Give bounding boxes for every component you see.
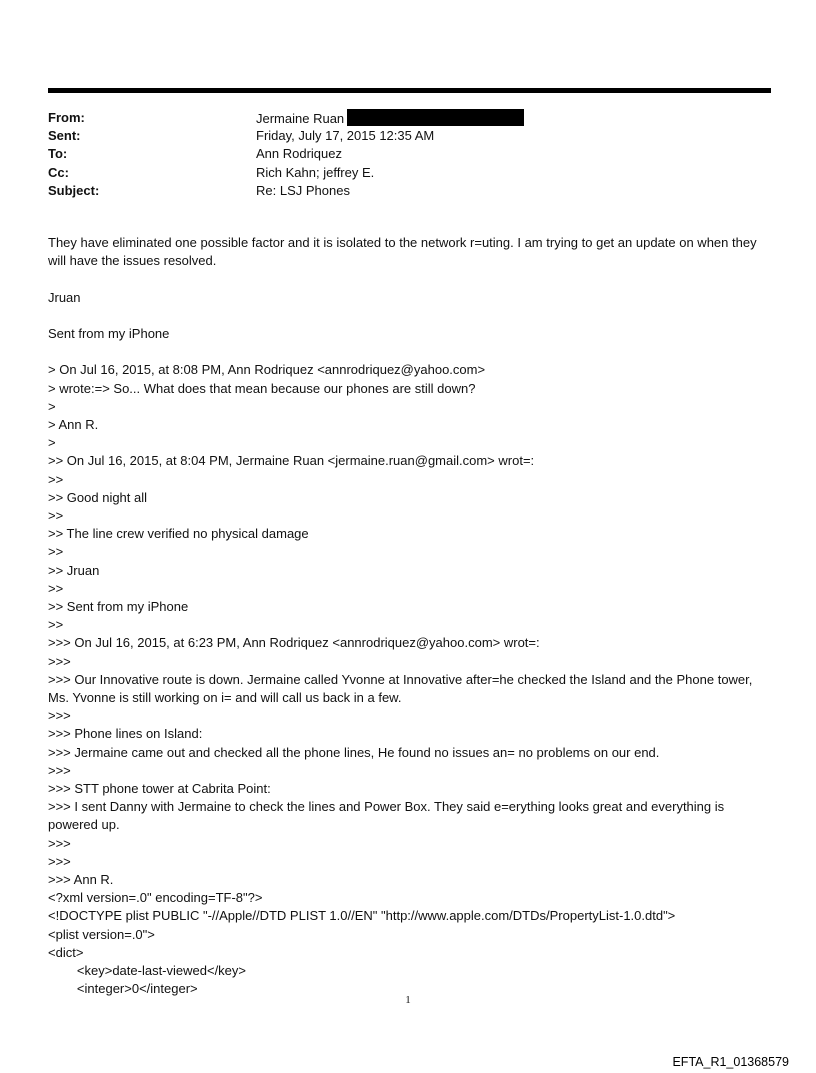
- quoted-line: <!DOCTYPE plist PUBLIC "-//Apple//DTD PLIST 1.0//EN" "http://www.apple.com/DTDs/PropertyList-1.0.dtd">: [48, 908, 676, 924]
- email-header: [48, 109, 748, 200]
- quoted-line: >>> Phone lines on Island:: [48, 726, 203, 742]
- quoted-line: >>> Our Innovative route is down. Jermaine called Yvonne at Innovative after=he checked the Island and the Phone tower, Ms. Yvonne is still working on i= and will call us back in a few.: [48, 671, 757, 706]
- cc-value: Rich Kahn; jeffrey E.: [256, 164, 375, 180]
- quoted-line: >> Sent from my iPhone: [48, 599, 189, 615]
- quoted-line: <key>date-last-viewed</key>: [48, 963, 247, 979]
- cc-label: Cc:: [48, 164, 69, 180]
- quoted-line: >>: [48, 471, 64, 487]
- quoted-line: <?xml version=.0" encoding=TF-8"?>: [48, 890, 263, 906]
- quoted-line: > Ann R.: [48, 416, 99, 432]
- spacer: [48, 270, 773, 288]
- quoted-line: > wrote:=> So... What does that mean because our phones are still down?: [48, 380, 476, 396]
- quoted-line: <dict>: [48, 944, 84, 960]
- subject-label: Subject:: [48, 182, 100, 198]
- quoted-line: >: [48, 435, 56, 451]
- email-body: [48, 234, 773, 998]
- from-label: From:: [48, 110, 85, 125]
- quoted-line: >>>: [48, 653, 71, 669]
- sent-from-line: Sent from my iPhone: [48, 325, 170, 341]
- cc-row: [48, 164, 748, 182]
- sent-value: Friday, July 17, 2015 12:35 AM: [256, 128, 435, 144]
- sent-row: [48, 127, 748, 145]
- signoff: Jruan: [48, 289, 81, 305]
- quoted-thread: [48, 361, 773, 998]
- quoted-line: >>: [48, 617, 64, 633]
- from-row: [48, 109, 748, 127]
- page-number: 1: [405, 994, 411, 1006]
- quoted-line: >>: [48, 580, 64, 596]
- quoted-line: >: [48, 398, 56, 414]
- from-value: [256, 109, 748, 127]
- quoted-line: <plist version=.0">: [48, 926, 155, 942]
- quoted-line: >>: [48, 508, 64, 523]
- quoted-line: >>>: [48, 835, 71, 851]
- body-paragraph: They have eliminated one possible factor and it is isolated to the network r=uting. I am trying to get an update on when they will have the issues resolved.: [48, 235, 761, 269]
- quoted-line: >> Jruan: [48, 562, 100, 578]
- quoted-line: >>> I sent Danny with Jermaine to check the lines and Power Box. They said e=erything looks great and everything is powered up.: [48, 799, 728, 833]
- quoted-line: >>: [48, 544, 64, 560]
- quoted-line: >>>: [48, 708, 71, 724]
- spacer: [48, 307, 773, 325]
- quoted-line: >> On Jul 16, 2015, at 8:04 PM, Jermaine Ruan <jermaine.ruan@gmail.com> wrot=:: [48, 453, 535, 469]
- bates-number: EFTA_R1_01368579: [672, 1055, 789, 1069]
- quoted-line: >>> STT phone tower at Cabrita Point:: [48, 781, 271, 797]
- quoted-line: >> Good night all: [48, 489, 148, 505]
- from-name: Jermaine Ruan: [256, 111, 345, 126]
- quoted-line: >> The line crew verified no physical damage: [48, 526, 309, 542]
- quoted-line: <integer>0</integer>: [48, 981, 198, 997]
- quoted-line: >>>: [48, 762, 71, 778]
- subject-row: [48, 182, 748, 200]
- to-label: To:: [48, 146, 68, 162]
- quoted-line: > On Jul 16, 2015, at 8:08 PM, Ann Rodriquez <annrodriquez@yahoo.com>: [48, 362, 486, 378]
- subject-value: Re: LSJ Phones: [256, 182, 350, 198]
- to-row: [48, 145, 748, 163]
- spacer: [48, 343, 773, 361]
- quoted-line: >>> On Jul 16, 2015, at 6:23 PM, Ann Rodriquez <annrodriquez@yahoo.com> wrot=:: [48, 635, 540, 651]
- to-value: Ann Rodriquez: [256, 146, 342, 162]
- quoted-line: >>>: [48, 853, 71, 869]
- quoted-line: >>> Jermaine came out and checked all the phone lines, He found no issues an= no problems on our end.: [48, 744, 660, 760]
- header-rule: [48, 88, 771, 93]
- sent-label: Sent:: [48, 128, 81, 144]
- quoted-line: >>> Ann R.: [48, 872, 114, 888]
- redaction-box: [347, 109, 524, 126]
